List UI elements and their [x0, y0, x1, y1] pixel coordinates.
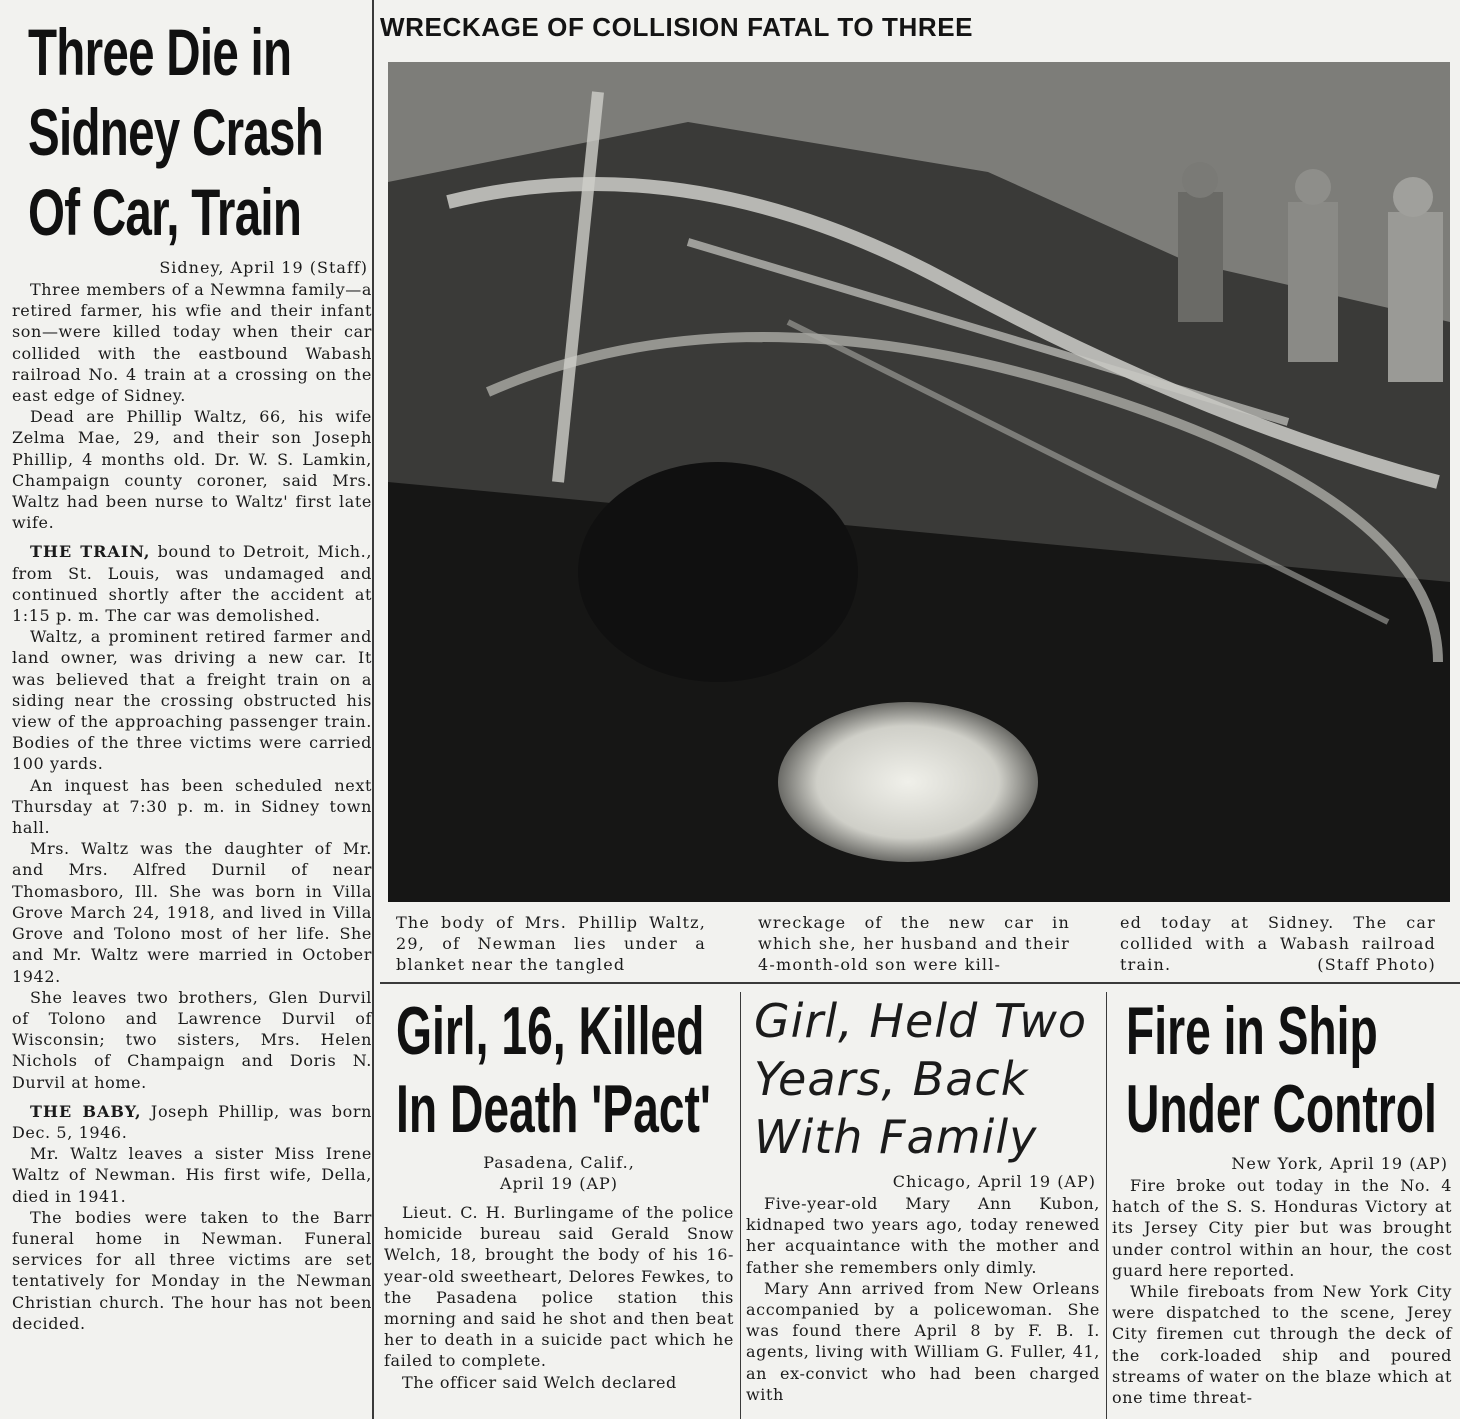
- headline-line: Girl, Held Two: [754, 994, 1087, 1048]
- paragraph: An inquest has been scheduled next Thursday at 7:30 p. m. in Sidney town hall.: [12, 775, 372, 838]
- story-dateline: Chicago, April 19 (AP): [892, 1172, 1096, 1191]
- story-headline: [396, 992, 711, 1148]
- story-body: [1112, 1175, 1452, 1408]
- paragraph: Fire broke out today in the No. 4 hatch of the S. S. Honduras Victory at its Jersey City pier but was brought under control within an hour, the cost guard here reported.: [1112, 1176, 1452, 1280]
- headline-line: With Family: [754, 1110, 1038, 1164]
- subhead-text: bound to Detroit, Mich., from St. Louis, was undamaged and continued shortly after the accident at 1:15 p. m. The car was demolished.: [12, 542, 373, 626]
- section-rule: [380, 982, 1460, 984]
- headline-line: Fire in Ship: [1126, 993, 1378, 1069]
- paragraph: Five-year-old Mary Ann Kubon, kidnaped two years ago, today renewed her acquaintance with the mother and father she remembers only dimly.: [746, 1194, 1100, 1277]
- story-headline: [754, 992, 1100, 1166]
- story-kidnap: [746, 992, 1100, 1405]
- headline-line: Girl, 16, Killed: [396, 993, 705, 1069]
- paragraph: The bodies were taken to the Barr funeral home in Newman. Funeral services for all three victims are set tentatively for Monday in the Newman Christian church. The hour has not been decided.: [12, 1207, 372, 1333]
- subhead-lead: THE BABY,: [30, 1101, 142, 1121]
- subhead-text: Joseph Phillip, was born Dec. 5, 1946.: [12, 1101, 372, 1142]
- photo-caption-1: The body of Mrs. Phillip Waltz, 29, of Newman lies under a blanket near the tangled: [396, 913, 706, 974]
- paragraph: Lieut. C. H. Burlingame of the police homicide bureau said Gerald Snow Welch, 18, brought the body of his 16-year-old sweetheart, Delores Fewkes, to the Pasadena police station this morning and said he shot and then beat her to death in a suicide pact which he failed to complete.: [384, 1203, 734, 1371]
- paragraph: The officer said Welch declared: [402, 1372, 677, 1392]
- paragraph: She leaves two brothers, Glen Durvil of Tolono and Lawrence Durvil of Wisconsin; two sisters, Mrs. Helen Nichols of Champaign and Doris N. Durvil at home.: [12, 987, 372, 1092]
- left-story: [12, 6, 372, 1334]
- headline-line: In Death 'Pact': [396, 1071, 711, 1147]
- photo-caption-2: wreckage of the new car in which she, her husband and their 4-month-old son were kill-: [758, 913, 1070, 974]
- dateline-line: April 19 (AP): [499, 1174, 618, 1193]
- headline-line: Of Car, Train: [28, 175, 302, 249]
- left-dateline: Sidney, April 19 (Staff): [159, 258, 368, 277]
- dateline-line: Pasadena, Calif.,: [483, 1153, 635, 1172]
- photo-credit: (Staff Photo): [1317, 955, 1436, 974]
- subhead-paragraph: [12, 1101, 372, 1143]
- photo-caption-3: [1120, 912, 1436, 975]
- headline-line: Three Die in: [28, 15, 292, 89]
- story-dateline: New York, April 19 (AP): [1231, 1154, 1448, 1173]
- photo-headline: WRECKAGE OF COLLISION FATAL TO THREE: [380, 12, 974, 42]
- paragraph: Waltz, a prominent retired farmer and land owner, was driving a new car. It was believed that a freight train on a siding near the crossing obstructed his view of the approaching passenger train. Bodies of the three victims were carried 100 yards.: [12, 627, 372, 774]
- caption-text: ed today at Sidney. The car collided with a Wabash railroad train.: [1120, 913, 1436, 974]
- subhead-paragraph: [12, 541, 372, 626]
- story-dateline: [384, 1152, 734, 1194]
- column-rule-lower-1: [740, 992, 741, 1419]
- paragraph: Dead are Phillip Waltz, 66, his wife Zelma Mae, 29, and their son Joseph Phillip, 4 months old. Dr. W. S. Lamkin, Champaign county coroner, said Mrs. Waltz had been nurse to Waltz' first late wife.: [12, 407, 372, 533]
- column-rule-left: [372, 0, 374, 1419]
- subhead-lead: THE TRAIN,: [30, 542, 151, 562]
- headline-line: Years, Back: [754, 1052, 1029, 1106]
- paragraph: Mary Ann arrived from New Orleans accompanied by a policewoman. She was found there April 8 by F. B. I. agents, living with William G. Fuller, 41, an ex-convict who had been charged with: [746, 1278, 1100, 1404]
- headline-line: Sidney Crash: [28, 95, 324, 169]
- paragraph: Three members of a Newmna family—a retired farmer, his wfie and their infant son—were killed today when their car collided with the eastbound Wabash railroad No. 4 train at a crossing on the east edge of Sidney.: [12, 280, 372, 406]
- column-rule-lower-2: [1106, 992, 1107, 1419]
- wreckage-photo: [388, 62, 1450, 902]
- story-headline: [1126, 992, 1437, 1148]
- story-body: [384, 1202, 734, 1393]
- paragraph: Mrs. Waltz was the daughter of Mr. and Mrs. Alfred Durnil of near Thomasboro, Ill. She was born in Villa Grove March 24, 1918, and lived in Villa Grove and Tolono most of her life. She and Mr. Waltz were married in October 1942.: [12, 839, 372, 986]
- paragraph: While fireboats from New York City were dispatched to the scene, Jerey City firemen cut through the deck of the cork-loaded ship and poured streams of water on the blaze which at one time threat-: [1112, 1282, 1452, 1408]
- story-body: [746, 1193, 1100, 1405]
- left-headline: [28, 12, 324, 252]
- story-death-pact: [384, 992, 734, 1393]
- left-body: [12, 279, 372, 1334]
- paragraph: Mr. Waltz leaves a sister Miss Irene Waltz of Newman. His first wife, Della, died in 1941.: [12, 1144, 372, 1206]
- story-ship-fire: [1112, 992, 1452, 1408]
- wreckage-image-icon: [388, 62, 1450, 902]
- headline-line: Under Control: [1126, 1071, 1437, 1147]
